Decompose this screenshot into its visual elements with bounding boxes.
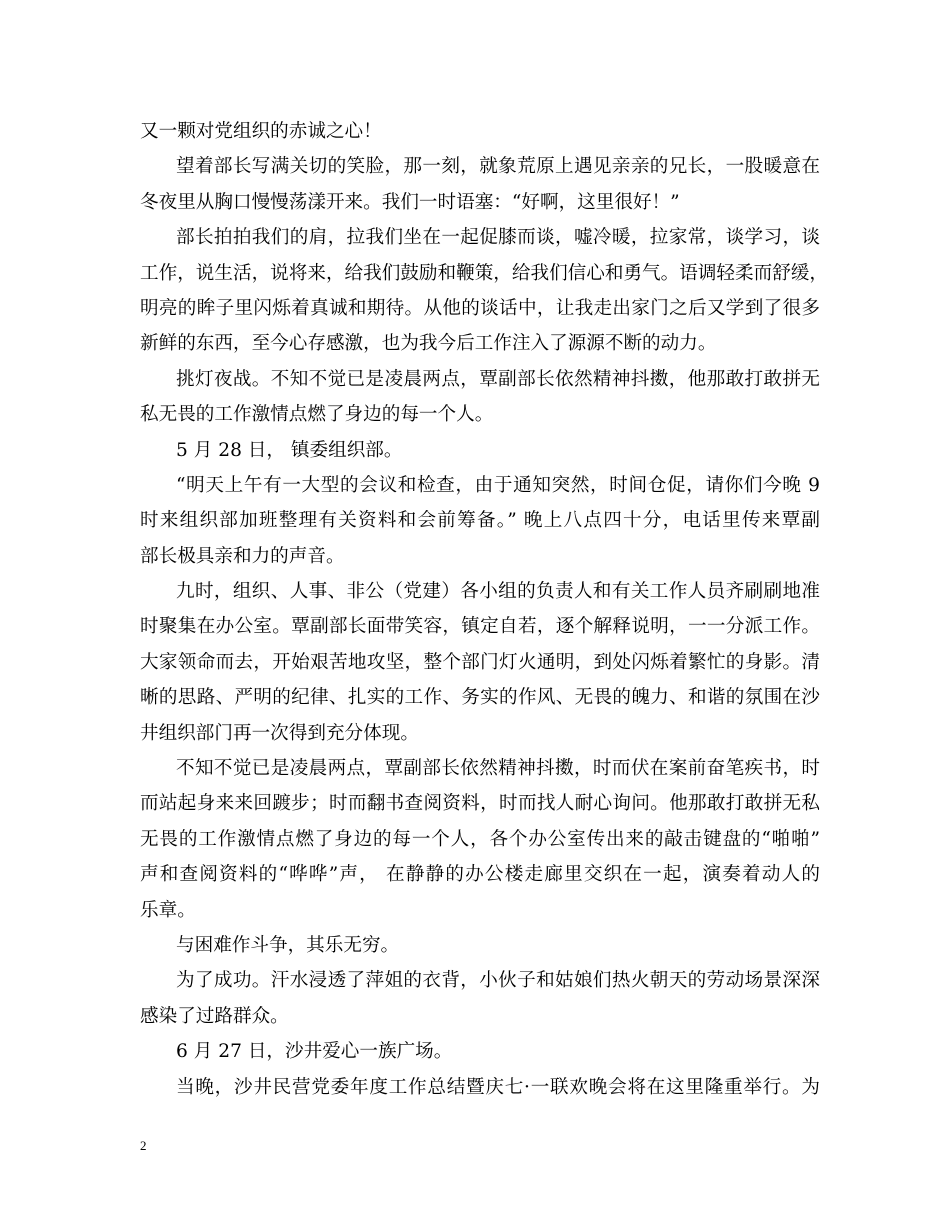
text-line: 5 月 28 日， 镇委组织部。: [176, 439, 403, 461]
text-line: 而站起身来来回踱步；时而翻书查阅资料，时而找人耐心询问。他那敢打敢拼无私: [140, 793, 820, 815]
text-line: 冬夜里从胸口慢慢荡漾开来。我们一时语塞：“好啊，这里很好！”: [140, 191, 680, 213]
text-line: 无畏的工作激情点燃了身边的每一个人，各个办公室传出来的敲击键盘的“啪啪”: [140, 828, 820, 850]
text-line: 时来组织部加班整理有关资料和会前筹备。” 晚上八点四十分，电话里传来覃副: [140, 510, 820, 532]
text-line: 声和查阅资料的“哗哗”声， 在静静的办公楼走廊里交织在一起，演奏着动人的: [140, 864, 820, 886]
text-line: 6 月 27 日，沙井爱心一族广场。: [176, 1041, 453, 1063]
text-line: 私无畏的工作激情点燃了身边的每一个人。: [140, 404, 494, 426]
text-line: 不知不觉已是凌晨两点，覃副部长依然精神抖擞，时而伏在案前奋笔疾书，时: [176, 758, 820, 780]
body-text: [140, 114, 828, 1105]
page-number: 2: [140, 1138, 147, 1153]
text-line: “明天上午有一大型的会议和检查，由于通知突然，时间仓促，请你们今晚 9: [176, 474, 820, 496]
text-line: 井组织部门再一次得到充分体现。: [140, 722, 419, 744]
text-line: 部长拍拍我们的肩，拉我们坐在一起促膝而谈，嘘冷暖，拉家常，谈学习，谈: [176, 227, 820, 249]
text-line: 晰的思路、严明的纪律、扎实的工作、务实的作风、无畏的魄力、和谐的氛围在沙: [140, 687, 820, 709]
text-line: 望着部长写满关切的笑脸，那一刻，就象荒原上遇见亲亲的兄长，一股暖意在: [176, 156, 820, 178]
text-line: 工作，说生活，说将来，给我们鼓励和鞭策，给我们信心和勇气。语调轻柔而舒缓，: [140, 262, 828, 284]
text-line: 明亮的眸子里闪烁着真诚和期待。从他的谈话中，让我走出家门之后又学到了很多: [140, 297, 820, 319]
text-line: 部长极具亲和力的声音。: [140, 545, 345, 567]
text-line: 时聚集在办公室。覃副部长面带笑容，镇定自若，逐个解释说明，一一分派工作。: [140, 616, 820, 638]
text-line: 乐章。: [140, 899, 196, 921]
text-line: 九时，组织、人事、非公（党建）各小组的负责人和有关工作人员齐刷刷地准: [176, 581, 820, 603]
text-line: 挑灯夜战。不知不觉已是凌晨两点，覃副部长依然精神抖擞，他那敢打敢拼无: [176, 368, 820, 390]
text-line: 感染了过路群众。: [140, 1005, 289, 1027]
text-line: 又一颗对党组织的赤诚之心！: [140, 121, 382, 142]
text-line: 当晚，沙井民营党委年度工作总结暨庆七·一联欢晚会将在这里隆重举行。为: [176, 1076, 820, 1098]
text-line: 新鲜的东西，至今心存感激，也为我今后工作注入了源源不断的动力。: [140, 333, 717, 355]
text-line: 为了成功。汗水浸透了萍姐的衣背，小伙子和姑娘们热火朝天的劳动场景深深: [176, 970, 820, 992]
text-line: 大家领命而去，开始艰苦地攻坚，整个部门灯火通明，到处闪烁着繁忙的身影。清: [140, 651, 820, 673]
text-line: 与困难作斗争，其乐无穷。: [176, 934, 400, 956]
